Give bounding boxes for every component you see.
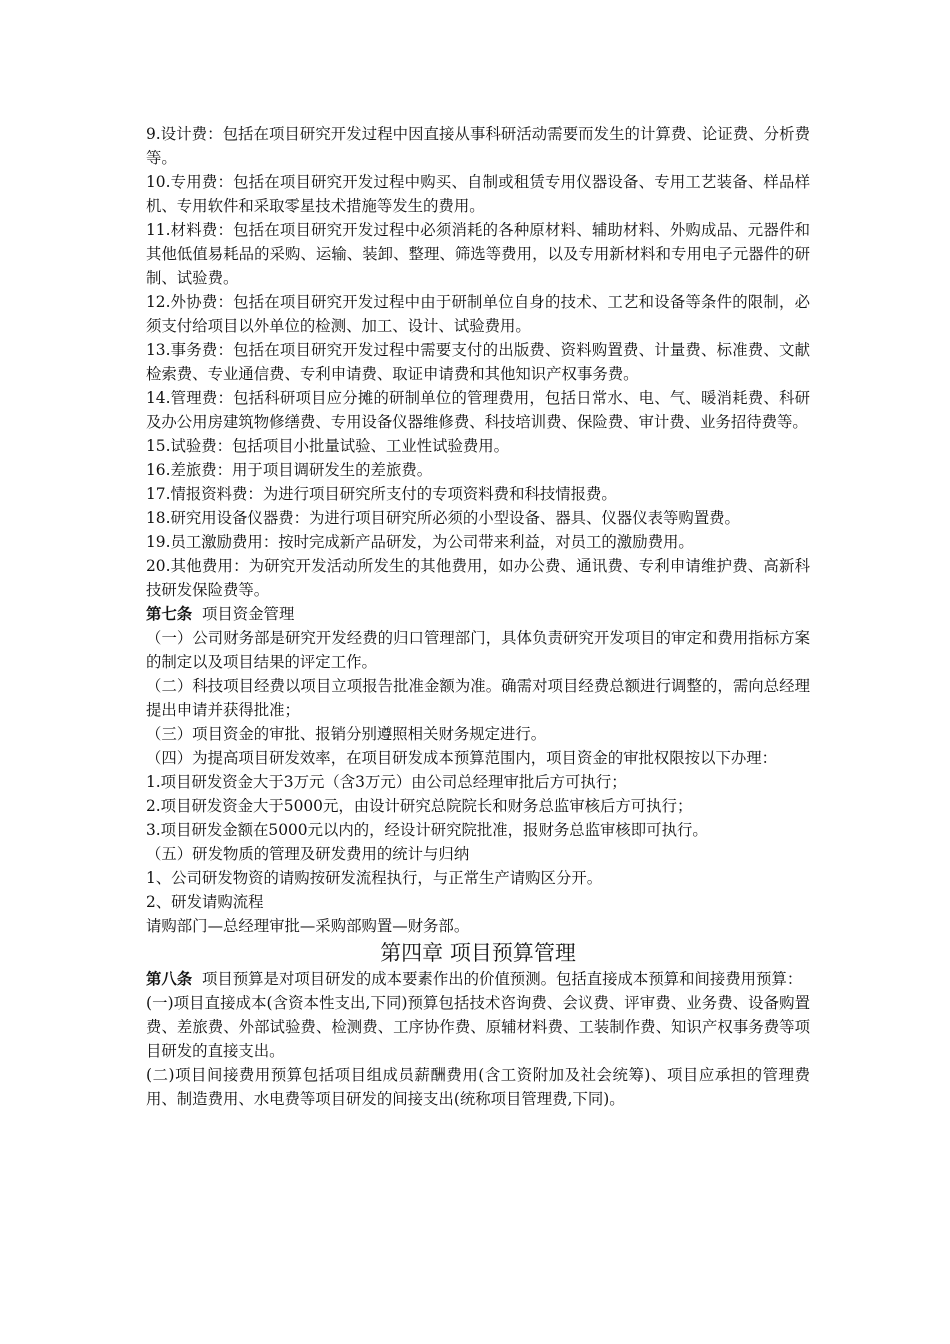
cost-item-19: 19.员工激励费用：按时完成新产品研发，为公司带来利益，对员工的激励费用。 (146, 533, 694, 551)
purchase-flow: 请购部门—总经理审批—采购部购置—财务部。 (146, 917, 470, 935)
article-7-title: 项目资金管理 (201, 605, 295, 623)
article-7-heading (146, 602, 810, 626)
cost-item-13: 13.事务费：包括在项目研究开发过程中需要支付的出版费、资料购置费、计量费、标准费、文献检索费、专业通信费、专利申请费、取证申请费和其他知识产权事务费。 (146, 341, 810, 383)
cost-item-15: 15.试验费：包括项目小批量试验、工业性试验费用。 (146, 437, 510, 455)
approval-rule-1: 1.项目研发资金大于3万元（含3万元）由公司总经理审批后方可执行； (146, 773, 627, 791)
purchase-rule-1: 1、公司研发物资的请购按研发流程执行，与正常生产请购区分开。 (146, 869, 603, 887)
budget-clause-1: (一)项目直接成本(含资本性支出,下同)预算包括技术咨询费、会议费、评审费、业务费、设备购置费、差旅费、外部试验费、检测费、工序协作费、原辅材料费、工装制作费、知识产权事务费等项目研发的直接支出。 (146, 994, 810, 1060)
purchase-rule-2: 2、研发请购流程 (146, 893, 264, 911)
cost-item-11: 11.材料费：包括在项目研究开发过程中必须消耗的各种原材料、辅助材料、外购成品、元器件和其他低值易耗品的采购、运输、装卸、整理、筛选等费用，以及专用新材料和专用电子元器件的研制、试验费。 (146, 221, 810, 287)
article-8-paragraph (146, 967, 810, 991)
fund-clause-1: （一）公司财务部是研究开发经费的归口管理部门，具体负责研究开发项目的审定和费用指标方案的制定以及项目结果的评定工作。 (146, 629, 810, 671)
budget-clause-2: (二)项目间接费用预算包括项目组成员薪酬费用(含工资附加及社会统筹)、项目应承担的管理费用、制造费用、水电费等项目研发的间接支出(统称项目管理费,下同)。 (146, 1066, 810, 1108)
cost-item-14: 14.管理费：包括科研项目应分摊的研制单位的管理费用，包括日常水、电、气、暖消耗费、科研及办公用房建筑物修缮费、专用设备仪器维修费、科技培训费、保险费、审计费、业务招待费等。 (146, 389, 810, 431)
fund-clause-2: （二）科技项目经费以项目立项报告批准金额为准。确需对项目经费总额进行调整的，需向总经理提出申请并获得批准； (146, 677, 810, 719)
article-7-label: 第七条 (146, 605, 193, 623)
cost-item-18: 18.研究用设备仪器费：为进行项目研究所必须的小型设备、器具、仪器仪表等购置费。 (146, 509, 740, 527)
chapter-4-title: 第四章 项目预算管理 (380, 941, 576, 965)
cost-item-17: 17.情报资料费：为进行项目研究所支付的专项资料费和科技情报费。 (146, 485, 617, 503)
approval-rule-3: 3.项目研发金额在5000元以内的，经设计研究院批准，报财务总监审核即可执行。 (146, 821, 708, 839)
cost-item-16: 16.差旅费：用于项目调研发生的差旅费。 (146, 461, 433, 479)
fund-clause-3: （三）项目资金的审批、报销分别遵照相关财务规定进行。 (146, 725, 547, 743)
article-8-text: 项目预算是对项目研发的成本要素作出的价值预测。包括直接成本预算和间接费用预算： (201, 970, 803, 988)
fund-clause-4: （四）为提高项目研发效率，在项目研发成本预算范围内，项目资金的审批权限按以下办理： (146, 749, 778, 767)
fund-clause-5: （五）研发物质的管理及研发费用的统计与归纳 (146, 845, 470, 863)
article-8-label: 第八条 (146, 970, 193, 988)
cost-item-12: 12.外协费：包括在项目研究开发过程中由于研制单位自身的技术、工艺和设备等条件的限制，必须支付给项目以外单位的检测、加工、设计、试验费用。 (146, 293, 810, 335)
cost-item-20: 20.其他费用：为研究开发活动所发生的其他费用，如办公费、通讯费、专利申请维护费、高新科技研发保险费等。 (146, 557, 810, 599)
cost-item-10: 10.专用费：包括在项目研究开发过程中购买、自制或租赁专用仪器设备、专用工艺装备、样品样机、专用软件和采取零星技术措施等发生的费用。 (146, 173, 810, 215)
approval-rule-2: 2.项目研发资金大于5000元，由设计研究总院院长和财务总监审核后方可执行； (146, 797, 693, 815)
document-page (146, 122, 810, 1111)
cost-item-9: 9.设计费：包括在项目研究开发过程中因直接从事科研活动需要而发生的计算费、论证费、分析费等。 (146, 125, 810, 167)
